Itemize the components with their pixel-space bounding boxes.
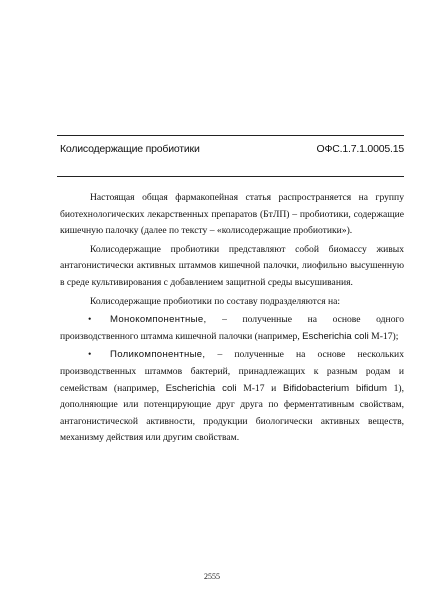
bullet-text-end: 1), дополняющие или потенцирующие друг друга по ферментативным свойствам, антагонистической активности, продукции биологически активных веществ, механизму действия или другим свойствам. bbox=[60, 382, 404, 444]
article-title: Колисодержащие пробиотики bbox=[60, 143, 200, 155]
bullet-text: – полученные на основе одного производственного штамма кишечной палочки (например, bbox=[60, 314, 404, 342]
page-number: 2555 bbox=[204, 572, 220, 581]
list-item-polycomponent bbox=[60, 347, 404, 447]
paragraph-definition: Колисодержащие пробиотики представляют собой биомассу живых антагонистически активных штаммов кишечной палочки, лиофильно высушенную в среде культивирования с добавлением защитной среды высушивания. bbox=[60, 243, 404, 288]
bullet-text-mid: М-17 и bbox=[236, 382, 283, 394]
article-body bbox=[60, 190, 404, 447]
paragraph-classification: Колисодержащие пробиотики по составу подразделяются на: bbox=[90, 295, 341, 307]
bullet-marker: • bbox=[88, 349, 92, 361]
organism-name: Escherichia coli bbox=[302, 330, 369, 342]
bullet-marker: • bbox=[88, 314, 92, 326]
term-monocomponent: Монокомпонентные, bbox=[110, 314, 207, 326]
term-polycomponent: Поликомпонентные, bbox=[110, 349, 206, 361]
organism-name-2: Bifidobacterium bifidum bbox=[282, 382, 387, 394]
organism-name: Escherichia coli bbox=[165, 382, 237, 394]
article-code: ОФС.1.7.1.0005.15 bbox=[316, 143, 404, 155]
header-top-rule bbox=[57, 135, 404, 136]
paragraph-intro: Настоящая общая фармакопейная статья распространяется на группу биотехнологических лекарственных препаратов (БтЛП) – пробиотики, содержащие кишечную палочку (далее по тексту – «колисодержащие пробиотики»). bbox=[60, 192, 404, 237]
header-bottom-rule bbox=[57, 176, 404, 177]
page-header bbox=[60, 143, 404, 155]
bullet-text: – полученные на основе нескольких производственных штаммов бактерий, принадлежащих к разным родам и семействам (например, bbox=[60, 349, 404, 394]
list-item-monocomponent bbox=[60, 312, 404, 345]
bullet-text-end: М-17); bbox=[368, 330, 399, 342]
